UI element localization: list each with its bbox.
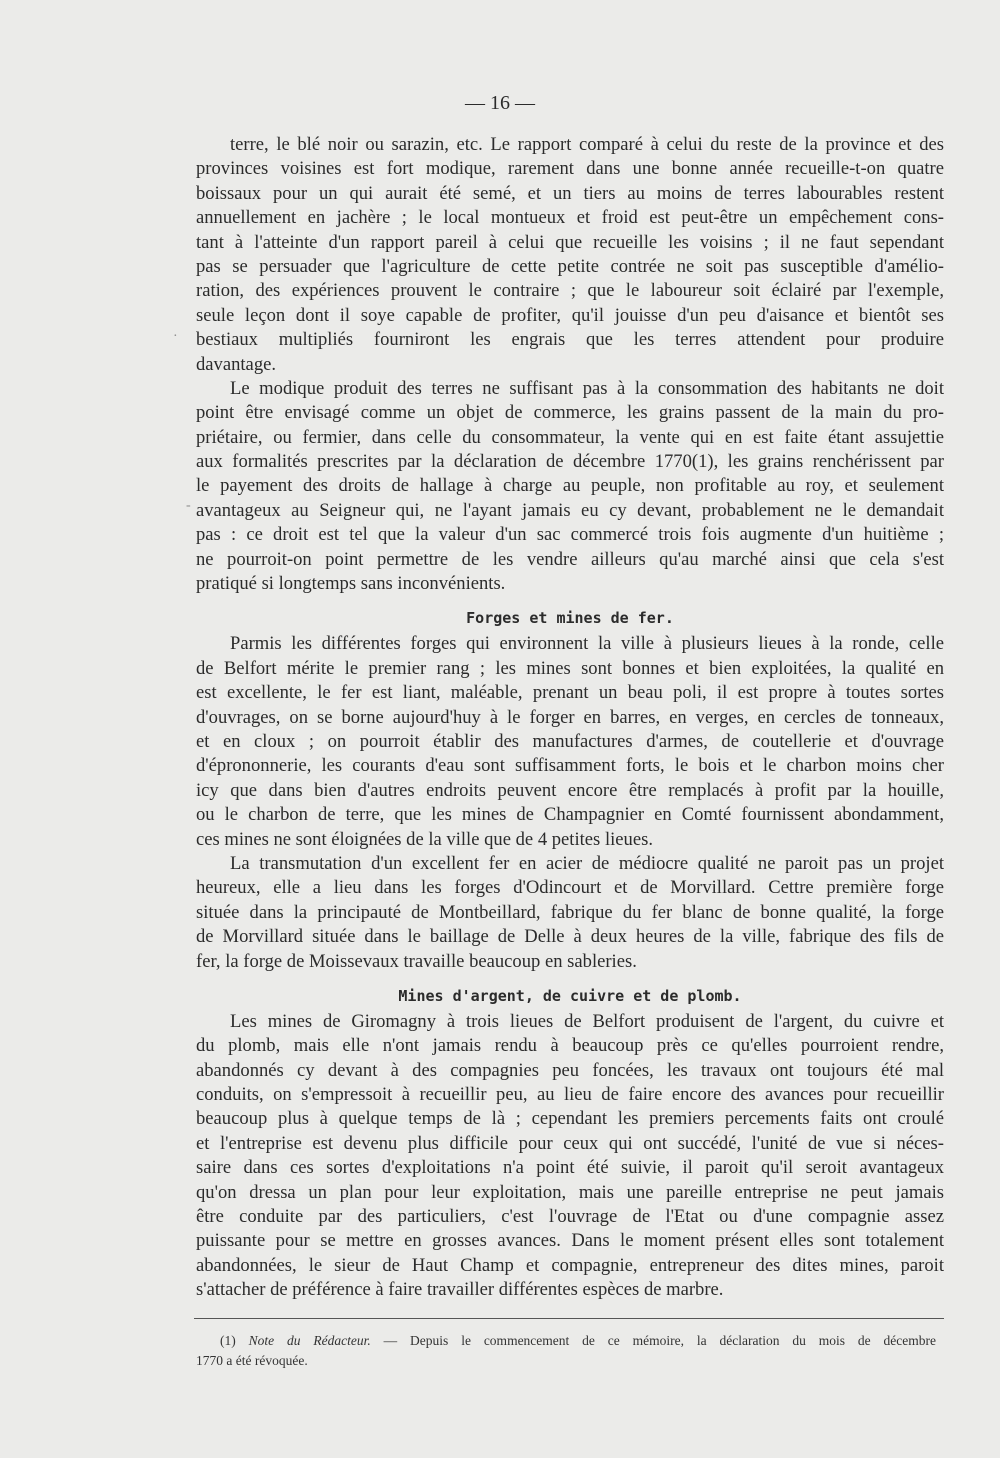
text-line: Le modique produit des terres ne suffisant pas à la consommation des habitants ne doit <box>230 377 944 399</box>
footnote <box>196 1331 936 1371</box>
footnote-text: — Depuis le commencement de ce mémoire, la déclaration du mois de décembre <box>383 1333 937 1348</box>
text-line: qu'on dressa un plan pour leur exploitation, mais une pareille entreprise ne peut jamais <box>196 1181 944 1203</box>
text-line: tant à l'atteinte d'un rapport pareil à celui que recueille les voisins ; il ne faut sependant <box>196 231 944 253</box>
text-line: fer, la forge de Moissevaux travaille beaucoup en sableries. <box>196 950 637 972</box>
text-line: puissante pour se mettre en grosses avances. Dans le moment présent elles sont totalement <box>196 1230 944 1252</box>
text-line: pas : ce droit est tel que la valeur d'un sac commercé trois fois augmente d'un huitième ; <box>196 524 944 546</box>
section-heading: Mines d'argent, de cuivre et de plomb. <box>398 986 742 1005</box>
text-line: de Belfort mérite le premier rang ; les mines sont bonnes et bien exploitées, la qualité en <box>196 657 944 679</box>
text-line: d'éprononnerie, les courants d'eau sont suffisamment forts, le bois et le charbon moins cher <box>196 755 944 777</box>
text-line: La transmutation d'un excellent fer en acier de médiocre qualité ne paroit pas un projet <box>230 852 944 874</box>
text-line: abandonnées, le sieur de Haut Champ et compagnie, entrepreneur des dites mines, paroit <box>196 1254 944 1276</box>
text-line: provinces voisines est fort modique, rarement dans une bonne année recueille-t-on quatre <box>196 158 944 180</box>
text-line: ration, des expériences prouvent le contraire ; que le laboureur soit éclairé par l'exemple, <box>196 280 944 302</box>
text-line: est excellente, le fer est liant, maléable, prenant un beau poli, il est propre à toutes sortes <box>196 682 944 704</box>
text-line: du plomb, mais elle n'ont jamais rendu à beaucoup près ce qu'elles pourroient rendre, <box>196 1035 944 1057</box>
text-line: d'ouvrages, on se borne aujourd'huy à le forger en barres, en verges, en cercles de tonneaux, <box>196 706 944 728</box>
text-line: ne pourroit-on point permettre de les vendre ailleurs qu'au marché ainsi que cela s'est <box>196 548 944 570</box>
text-line: boissaux pour un qui aurait été semé, et un tiers au moins de terres labourables restent <box>196 182 944 204</box>
section-heading: Forges et mines de fer. <box>466 609 674 628</box>
text-line: ces mines ne sont éloignées de la ville que de 4 petites lieues. <box>196 828 653 850</box>
text-line: être conduite par des particuliers, c'est l'ouvrage de l'Etat ou d'une compagnie assez <box>196 1206 944 1228</box>
text-line: pas se persuader que l'agriculture de cette petite contrée ne soit pas susceptible d'amélio- <box>196 255 944 277</box>
paragraph <box>196 852 944 974</box>
margin-mark: · <box>173 329 178 344</box>
text-line: située dans la principauté de Montbeillard, fabrique du fer blanc de bonne qualité, la forge <box>196 901 944 923</box>
page-number: — 16 — <box>465 92 535 114</box>
paragraph <box>196 377 944 597</box>
text-line: Parmis les différentes forges qui environnent la ville à plusieurs lieues à la ronde, celle <box>230 633 944 655</box>
text-line: terre, le blé noir ou sarazin, etc. Le rapport comparé à celui du reste de la province et des <box>230 134 944 155</box>
body-text <box>196 133 944 1303</box>
margin-mark: - <box>186 498 191 513</box>
text-line: s'attacher de préférence à faire travailler différentes espèces de marbre. <box>196 1279 724 1301</box>
text-line: saire dans ces sortes d'exploitations n'a point été suivie, il paroit qu'il seroit avantageux <box>196 1157 944 1179</box>
footnote-label: Note du Rédacteur. <box>248 1333 371 1348</box>
text-line: et en cloux ; on pourroit établir des manufactures d'armes, de coutellerie et d'ouvrage <box>196 730 944 752</box>
text-line: seule leçon dont il soye capable de profiter, qu'il jouisse d'un peu d'aisance et bientôt ses <box>196 304 944 326</box>
text-line: point être envisagé comme un objet de commerce, les grains passent de la main du pro- <box>196 402 944 424</box>
text-line: conduits, on s'empressoit à recueillir peu, au lieu de faire encore des avances pour recueillir <box>196 1084 944 1106</box>
text-line: priétaire, ou fermier, dans celle du consommateur, la vente qui en est faite étant assujettie <box>196 426 944 448</box>
footnote-rule <box>194 1318 944 1319</box>
text-line: heureux, elle a lieu dans les forges d'Odincourt et de Morvillard. Cettre première forge <box>196 877 944 899</box>
text-line: bestiaux multipliés fourniront les engrais que les terres attendent pour produire <box>196 329 944 351</box>
text-line: davantage. <box>196 353 277 375</box>
text-line: de Morvillard située dans le baillage de Delle à deux heures de la ville, fabrique des fils de <box>196 926 944 948</box>
text-line: abandonnés cy devant à des compagnies peu foncées, les travaux ont toujours été mal <box>196 1059 944 1081</box>
text-line: et l'entreprise est devenu plus difficile pour ceux qui ont succédé, l'unité de vue si néces- <box>196 1132 944 1154</box>
paragraph <box>196 133 944 377</box>
text-line: beaucoup plus à quelque temps de là ; cependant les premiers percements faits ont croulé <box>196 1108 944 1130</box>
text-line: icy que dans bien d'autres endroits peuvent encore être remplacés à profit par la houille, <box>196 779 944 801</box>
text-line: ou le charbon de terre, que les mines de Champagnier en Comté fournissent abondamment, <box>196 804 944 826</box>
footnote-marker: (1) <box>220 1333 236 1348</box>
text-line: pratiqué si longtemps sans inconvénients. <box>196 573 506 595</box>
text-line: le payement des droits de hallage à charge au peuple, non profitable au roy, et seulement <box>196 475 944 497</box>
footnote-line-1 <box>196 1331 936 1351</box>
text-line: annuellement en jachère ; le local montueux et froid est peut-être un empêchement cons- <box>196 207 944 229</box>
text-line: Les mines de Giromagny à trois lieues de Belfort produisent de l'argent, du cuivre et <box>230 1010 944 1032</box>
paragraph <box>196 632 944 852</box>
paragraph <box>196 1010 944 1303</box>
text-line: avantageux au Seigneur qui, ne l'ayant jamais eu cy devant, probablement ne le demandait <box>196 499 944 521</box>
footnote-line-2: 1770 a été révoquée. <box>196 1353 308 1368</box>
text-line: aux formalités prescrites par la déclaration de décembre 1770(1), les grains renchérissent par <box>196 451 944 473</box>
